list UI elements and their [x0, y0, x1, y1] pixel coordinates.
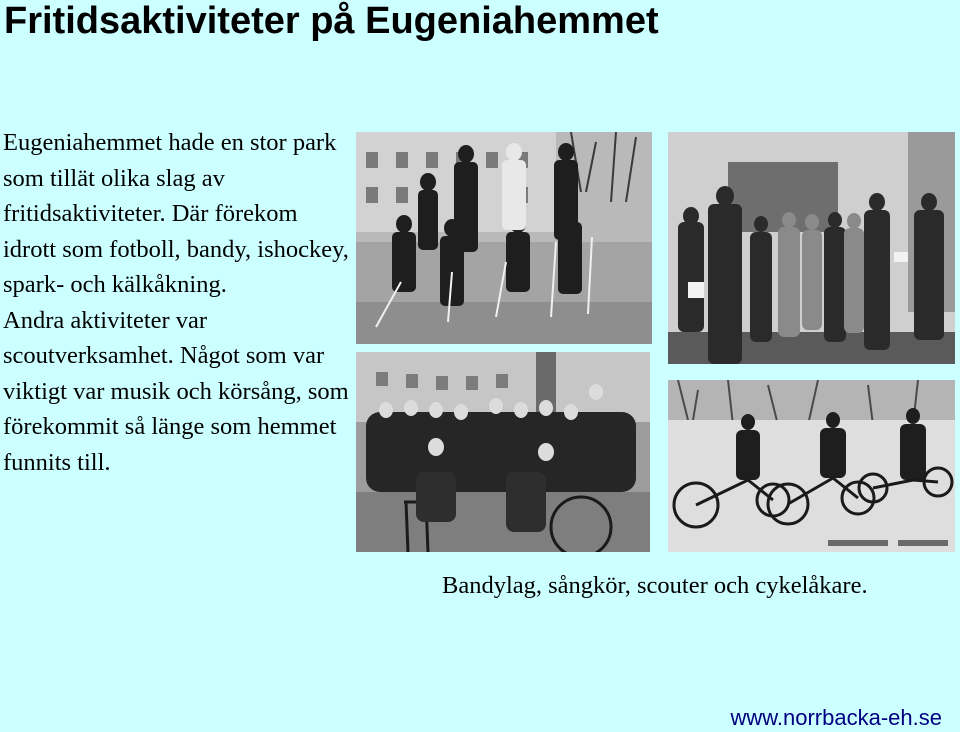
website-link[interactable]: www.norrbacka-eh.se — [730, 705, 942, 730]
paragraph-park-sports: Eugeniahemmet hade en stor park som tillät olika slag av fritidsaktiviteter. Där förekom idrott som fotboll, bandy, ishockey, spark- och kälkåkning. — [3, 129, 349, 298]
photo-caption: Bandylag, sångkör, scouter och cykelåkare. — [442, 572, 868, 599]
slide-title: Fritidsaktiviteter på Eugeniahemmet — [4, 0, 659, 42]
photo-cyclists — [668, 380, 955, 552]
body-text — [3, 125, 351, 480]
photo-bandy-team — [356, 132, 652, 344]
photo-scouts — [356, 352, 650, 552]
photo-choir — [668, 132, 955, 364]
paragraph-scouts-music: Andra aktiviteter var scoutverksamhet. Något som var viktigt var musik och körsång, som förekommit så länge som hemmet funnits till. — [3, 306, 349, 476]
